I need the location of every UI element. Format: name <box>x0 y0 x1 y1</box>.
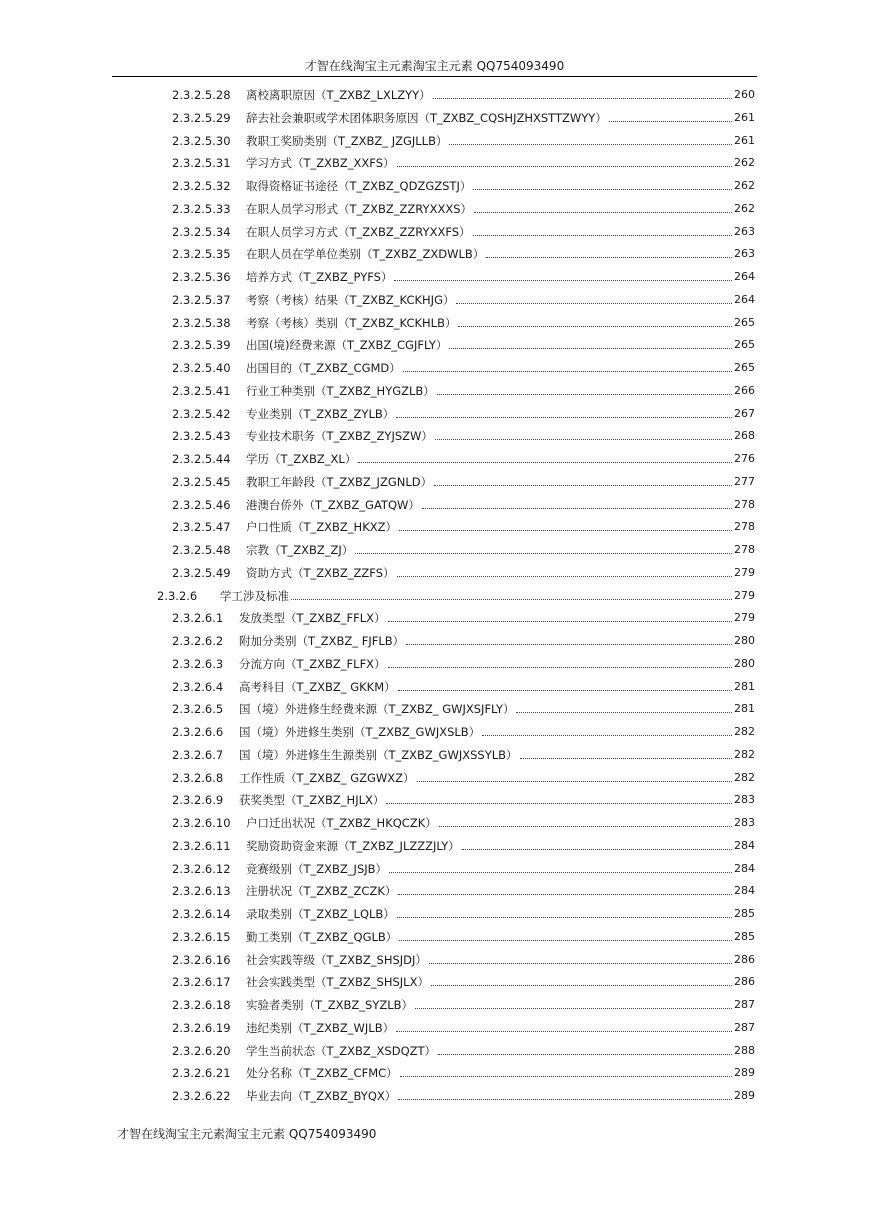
toc-entry-title: 国（境）外进修生类别（T_ZXBZ_GWJXSLB） <box>239 725 481 739</box>
toc-entry-title: 学生当前状态（T_ZXBZ_XSDQZT） <box>246 1043 437 1058</box>
toc-entry-page-number: 283 <box>734 793 755 807</box>
toc-entry-page-number: 283 <box>734 816 755 829</box>
toc-entry-page-number: 278 <box>734 520 755 534</box>
toc-entry-page-number: 285 <box>734 929 755 943</box>
toc-entry-page-number: 265 <box>734 361 755 374</box>
toc-dot-leader <box>474 212 732 213</box>
toc-entry-title: 考察（考核）类别（T_ZXBZ_KCKHLB） <box>246 315 457 330</box>
toc-entry[interactable] <box>172 469 755 489</box>
toc-entry-title: 户口性质（T_ZXBZ_HKXZ） <box>246 520 397 535</box>
toc-entry[interactable] <box>172 150 755 170</box>
toc-entry-page-number: 264 <box>734 270 755 283</box>
toc-entry-title: 辞去社会兼职或学术团体职务原因（T_ZXBZ_CQSHJZHXSTTZWYY） <box>246 110 607 125</box>
toc-entry-number: 2.3.2.6.14 <box>172 907 231 921</box>
toc-entry-page-number: 279 <box>734 588 755 602</box>
toc-entry-page-number: 280 <box>734 634 755 647</box>
toc-entry-title: 学工涉及标准 <box>220 588 289 603</box>
toc-entry[interactable] <box>172 901 755 921</box>
toc-entry-page-number: 281 <box>734 702 755 716</box>
toc-dot-leader <box>386 803 732 804</box>
toc-dot-leader <box>516 712 732 713</box>
toc-entry-number: 2.3.2.6.18 <box>172 998 231 1012</box>
toc-dot-leader <box>462 849 732 850</box>
toc-dot-leader <box>403 371 732 372</box>
toc-entry[interactable] <box>172 196 755 216</box>
toc-entry[interactable] <box>172 628 755 648</box>
toc-entry-page-number: 261 <box>734 133 755 147</box>
toc-entry-page-number: 263 <box>734 247 755 261</box>
toc-entry-number: 2.3.2.6.17 <box>172 975 231 990</box>
toc-entry-page-number: 286 <box>734 952 755 966</box>
toc-entry[interactable] <box>172 719 755 739</box>
toc-entry[interactable] <box>172 355 755 375</box>
toc-entry-page-number: 265 <box>734 315 755 329</box>
toc-entry[interactable] <box>172 651 755 671</box>
toc-entry[interactable] <box>172 742 755 762</box>
toc-dot-leader <box>398 1099 732 1100</box>
toc-entry-title: 宗教（T_ZXBZ_ZJ） <box>246 543 354 557</box>
toc-dot-leader <box>389 872 732 873</box>
toc-entry-page-number: 279 <box>734 565 755 579</box>
toc-entry-page-number: 284 <box>734 861 755 875</box>
toc-entry-title: 录取类别（T_ZXBZ_LQLB） <box>246 907 395 921</box>
toc-dot-leader <box>458 326 732 327</box>
toc-entry-number: 2.3.2.6.11 <box>172 838 231 853</box>
toc-entry-title: 毕业去向（T_ZXBZ_BYQX） <box>246 1089 397 1103</box>
toc-entry[interactable] <box>172 264 755 284</box>
toc-entry[interactable] <box>172 82 755 102</box>
toc-entry-page-number: 265 <box>734 338 755 352</box>
toc-entry-number: 2.3.2.5.37 <box>172 292 231 307</box>
toc-dot-leader <box>396 417 732 418</box>
toc-dot-leader <box>398 894 732 895</box>
toc-dot-leader <box>400 1076 732 1077</box>
toc-entry-page-number: 288 <box>734 1043 755 1057</box>
toc-entry-title: 出国目的（T_ZXBZ_CGMD） <box>246 361 401 375</box>
toc-entry-number: 2.3.2.5.36 <box>172 270 231 284</box>
toc-dot-leader <box>437 394 732 395</box>
toc-entry-number: 2.3.2.6.4 <box>172 679 224 694</box>
toc-dot-leader <box>520 758 732 759</box>
toc-entry-number: 2.3.2.5.47 <box>172 520 231 535</box>
toc-dot-leader <box>434 485 732 486</box>
toc-entry-title: 实验者类别（T_ZXBZ_SYZLB） <box>246 998 414 1012</box>
toc-entry[interactable] <box>172 219 755 239</box>
toc-entry-page-number: 285 <box>734 907 755 920</box>
toc-entry-number: 2.3.2.6.7 <box>172 747 224 762</box>
toc-dot-leader <box>399 530 732 531</box>
toc-entry-number: 2.3.2.6.5 <box>172 702 224 717</box>
toc-entry-title: 处分名称（T_ZXBZ_CFMC） <box>246 1066 398 1081</box>
toc-entry-page-number: 262 <box>734 179 755 192</box>
toc-dot-leader <box>355 553 732 554</box>
toc-entry-title: 发放类型（T_ZXBZ_FFLX） <box>239 611 386 626</box>
toc-entry-title: 专业类别（T_ZXBZ_ZYLB） <box>246 406 395 421</box>
toc-entry[interactable] <box>172 332 755 352</box>
toc-entry-page-number: 276 <box>734 452 755 465</box>
toc-entry-page-number: 279 <box>734 611 755 625</box>
toc-entry-page-number: 277 <box>734 474 755 488</box>
toc-entry[interactable] <box>172 310 755 330</box>
toc-entry-page-number: 267 <box>734 406 755 420</box>
toc-entry-number: 2.3.2.6.10 <box>172 816 231 830</box>
toc-dot-leader <box>291 599 732 600</box>
toc-entry-page-number: 282 <box>734 725 755 738</box>
toc-entry-title: 工作性质（T_ZXBZ_ GZGWXZ） <box>239 770 415 785</box>
toc-entry-title: 教职工奖励类别（T_ZXBZ_ JZGJLLB） <box>246 133 448 148</box>
toc-entry[interactable] <box>172 514 755 534</box>
toc-dot-leader <box>429 963 732 964</box>
toc-entry-title: 培养方式（T_ZXBZ_PYFS） <box>246 270 393 284</box>
toc-dot-leader <box>394 280 732 281</box>
toc-entry-title: 注册状况（T_ZXBZ_ZCZK） <box>246 884 397 899</box>
toc-entry[interactable] <box>172 1083 755 1103</box>
toc-entry-number: 2.3.2.6.8 <box>172 770 224 785</box>
toc-entry[interactable] <box>172 992 755 1012</box>
toc-entry-title: 学历（T_ZXBZ_XL） <box>246 452 357 466</box>
toc-entry[interactable] <box>172 674 755 694</box>
toc-entry-number: 2.3.2.5.40 <box>172 361 231 375</box>
toc-dot-leader <box>397 917 732 918</box>
toc-entry-page-number: 264 <box>734 292 755 306</box>
toc-dot-leader <box>482 735 732 736</box>
toc-entry-title: 学习方式（T_ZXBZ_XXFS） <box>246 156 395 171</box>
toc-entry-number: 2.3.2.5.45 <box>172 474 231 489</box>
toc-dot-leader <box>431 985 732 986</box>
toc-entry[interactable] <box>172 856 755 876</box>
toc-entry-number: 2.3.2.5.30 <box>172 133 231 148</box>
toc-entry-number: 2.3.2.6.2 <box>172 634 224 648</box>
toc-dot-leader <box>397 576 732 577</box>
toc-dot-leader <box>433 98 732 99</box>
toc-entry[interactable] <box>172 241 755 261</box>
toc-entry-number: 2.3.2.6.9 <box>172 793 224 808</box>
toc-entry[interactable] <box>172 810 755 830</box>
toc-dot-leader <box>473 235 732 236</box>
toc-entry[interactable] <box>172 787 755 807</box>
toc-entry-title: 在职人员在学单位类别（T_ZXBZ_ZXDWLB） <box>246 247 485 262</box>
toc-entry[interactable] <box>172 173 755 193</box>
toc-entry-page-number: 263 <box>734 224 755 238</box>
toc-entry-number: 2.3.2.5.49 <box>172 565 231 580</box>
toc-entry[interactable] <box>172 401 755 421</box>
toc-entry-page-number: 286 <box>734 975 755 989</box>
toc-entry-number: 2.3.2.6.1 <box>172 611 224 626</box>
toc-entry[interactable] <box>172 560 755 580</box>
toc-entry-number: 2.3.2.6.13 <box>172 884 231 899</box>
toc-entry-page-number: 266 <box>734 383 755 397</box>
toc-entry-page-number: 260 <box>734 88 755 101</box>
toc-entry-page-number: 268 <box>734 429 755 443</box>
toc-entry-number: 2.3.2.5.43 <box>172 429 231 444</box>
toc-entry[interactable] <box>172 924 755 944</box>
toc-entry-title: 分流方向（T_ZXBZ_FLFX） <box>239 656 386 671</box>
toc-entry-number: 2.3.2.5.35 <box>172 247 231 262</box>
toc-entry-page-number: 281 <box>734 679 755 693</box>
toc-entry-title: 勤工类别（T_ZXBZ_QGLB） <box>246 929 398 944</box>
toc-entry-number: 2.3.2.5.41 <box>172 383 231 398</box>
toc-dot-leader <box>415 1008 732 1009</box>
toc-entry-title: 社会实践等级（T_ZXBZ_SHSJDJ） <box>246 952 427 967</box>
toc-entry[interactable] <box>172 287 755 307</box>
toc-entry-title: 社会实践类型（T_ZXBZ_SHSJLX） <box>246 975 429 990</box>
toc-entry[interactable] <box>172 446 755 466</box>
toc-dot-leader <box>456 303 732 304</box>
toc-entry[interactable] <box>157 583 755 603</box>
toc-entry-title: 行业工种类别（T_ZXBZ_HYGZLB） <box>246 383 435 398</box>
toc-entry-number: 2.3.2.6.21 <box>172 1066 231 1081</box>
toc-entry-title: 国（境）外进修生生源类别（T_ZXBZ_GWJXSSYLB） <box>239 747 518 762</box>
toc-entry-number: 2.3.2.6.22 <box>172 1089 231 1103</box>
toc-entry-number: 2.3.2.5.42 <box>172 406 231 421</box>
toc-entry-title: 在职人员学习形式（T_ZXBZ_ZZRYXXXS） <box>246 201 473 216</box>
toc-entry-page-number: 287 <box>734 998 755 1011</box>
toc-entry-title: 在职人员学习方式（T_ZXBZ_ZZRYXXFS） <box>246 224 471 239</box>
toc-entry-number: 2.3.2.6.15 <box>172 929 231 944</box>
toc-entry[interactable] <box>172 1015 755 1035</box>
toc-entry-page-number: 282 <box>734 770 755 784</box>
toc-entry-title: 高考科目（T_ZXBZ_ GKKM） <box>239 679 396 694</box>
toc-entry-title: 违纪类别（T_ZXBZ_WJLB） <box>246 1020 395 1035</box>
toc-entry-number: 2.3.2.5.32 <box>172 179 231 193</box>
toc-dot-leader <box>435 439 732 440</box>
toc-entry[interactable] <box>172 696 755 716</box>
toc-dot-leader <box>449 348 732 349</box>
toc-entry-page-number: 262 <box>734 201 755 215</box>
toc-entry-number: 2.3.2.6.6 <box>172 725 224 739</box>
toc-entry-title: 离校离职原因（T_ZXBZ_LXLZYY） <box>246 88 431 102</box>
toc-dot-leader <box>398 690 732 691</box>
toc-entry-title: 获奖类型（T_ZXBZ_HJLX） <box>239 793 385 808</box>
toc-entry-page-number: 287 <box>734 1020 755 1034</box>
toc-entry[interactable] <box>172 947 755 967</box>
toc-entry-number: 2.3.2.6.20 <box>172 1043 231 1058</box>
toc-entry[interactable] <box>172 605 755 625</box>
toc-dot-leader <box>486 257 732 258</box>
toc-dot-leader <box>399 940 732 941</box>
toc-entry[interactable] <box>172 378 755 398</box>
toc-entry-page-number: 282 <box>734 747 755 761</box>
toc-dot-leader <box>439 826 732 827</box>
toc-entry-number: 2.3.2.5.46 <box>172 497 231 512</box>
toc-entry-number: 2.3.2.6.19 <box>172 1020 231 1035</box>
toc-dot-leader <box>473 189 732 190</box>
toc-entry-number: 2.3.2.6.12 <box>172 861 231 876</box>
toc-entry-number: 2.3.2.5.33 <box>172 201 231 216</box>
toc-entry[interactable] <box>172 492 755 512</box>
toc-entry-page-number: 261 <box>734 110 755 124</box>
toc-entry[interactable] <box>172 1060 755 1080</box>
toc-entry-title: 国（境）外进修生经费来源（T_ZXBZ_ GWJXSJFLY） <box>239 702 515 717</box>
toc-entry-title: 资助方式（T_ZXBZ_ZZFS） <box>246 565 395 580</box>
toc-entry-page-number: 262 <box>734 156 755 170</box>
toc-entry-number: 2.3.2.5.28 <box>172 88 231 102</box>
toc-entry[interactable] <box>172 537 755 557</box>
toc-entry-number: 2.3.2.5.48 <box>172 543 231 557</box>
toc-entry-title: 考察（考核）结果（T_ZXBZ_KCKHJG） <box>246 292 455 307</box>
toc-entry[interactable] <box>172 833 755 853</box>
toc-entry[interactable] <box>172 128 755 148</box>
toc-dot-leader <box>396 1031 732 1032</box>
toc-dot-leader <box>417 781 732 782</box>
toc-entry-title: 奖励资助资金来源（T_ZXBZ_JLZZZJLY） <box>246 838 460 853</box>
toc-entry-title: 港澳台侨外（T_ZXBZ_GATQW） <box>246 497 420 512</box>
toc-entry-number: 2.3.2.6 <box>157 588 198 603</box>
toc-dot-leader <box>422 508 732 509</box>
toc-entry-number: 2.3.2.5.39 <box>172 338 231 353</box>
page-footer: 才智在线淘宝主元素淘宝主元素 QQ754093490 <box>117 1127 377 1141</box>
toc-entry-title: 出国(境)经费来源（T_ZXBZ_CGJFLY） <box>246 338 448 353</box>
toc-dot-leader <box>406 644 732 645</box>
toc-dot-leader <box>388 621 732 622</box>
toc-entry-page-number: 280 <box>734 656 755 670</box>
toc-entry-number: 2.3.2.5.29 <box>172 110 231 125</box>
toc-entry-title: 户口迁出状况（T_ZXBZ_HKQCZK） <box>246 816 437 830</box>
toc-entry-page-number: 278 <box>734 543 755 556</box>
toc-entry[interactable] <box>172 765 755 785</box>
toc-entry-number: 2.3.2.5.31 <box>172 156 231 171</box>
toc-entry-title: 专业技术职务（T_ZXBZ_ZYJSZW） <box>246 429 433 444</box>
toc-entry-number: 2.3.2.5.34 <box>172 224 231 239</box>
toc-dot-leader <box>358 462 732 463</box>
toc-entry-title: 教职工年龄段（T_ZXBZ_JZGNLD） <box>246 474 433 489</box>
toc-dot-leader <box>397 166 732 167</box>
toc-entry-number: 2.3.2.5.44 <box>172 452 231 466</box>
toc-entry-number: 2.3.2.5.38 <box>172 315 231 330</box>
page-header: 才智在线淘宝主元素淘宝主元素 QQ754093490 <box>112 58 757 77</box>
toc-dot-leader <box>388 667 732 668</box>
toc-entry-page-number: 278 <box>734 497 755 511</box>
toc-entry-page-number: 289 <box>734 1066 755 1080</box>
toc-dot-leader <box>438 1054 732 1055</box>
toc-entry-page-number: 284 <box>734 838 755 852</box>
toc-entry[interactable] <box>172 1038 755 1058</box>
toc-entry-title: 附加分类别（T_ZXBZ_ FJFLB） <box>239 634 405 648</box>
toc-entry-page-number: 284 <box>734 884 755 898</box>
toc-entry-title: 竞赛级别（T_ZXBZ_JSJB） <box>246 861 388 876</box>
toc-dot-leader <box>449 144 732 145</box>
toc-dot-leader <box>609 121 732 122</box>
toc-entry[interactable] <box>172 969 755 989</box>
toc-entry-number: 2.3.2.6.3 <box>172 656 224 671</box>
toc-entry-number: 2.3.2.6.16 <box>172 952 231 967</box>
toc-entry-title: 取得资格证书途径（T_ZXBZ_QDZGZSTJ） <box>246 179 472 193</box>
toc-entry-page-number: 289 <box>734 1089 755 1102</box>
toc-entry[interactable] <box>172 878 755 898</box>
toc-entry[interactable] <box>172 105 755 125</box>
toc-entry[interactable] <box>172 423 755 443</box>
